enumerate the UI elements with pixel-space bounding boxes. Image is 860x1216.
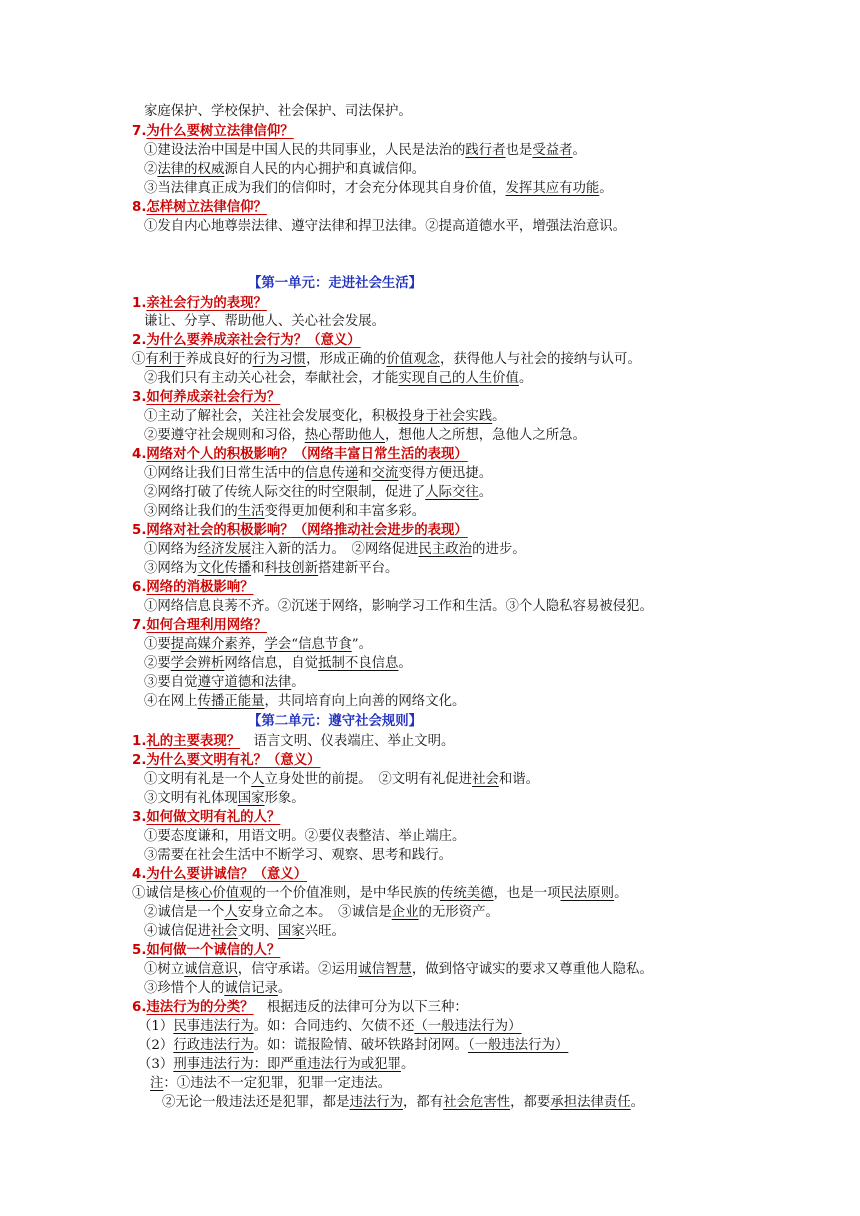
text-span: 。 bbox=[478, 485, 493, 500]
text-span: 网络信息，自觉 bbox=[224, 656, 319, 671]
text-span: 的一个价值准则，是中华民族的 bbox=[252, 886, 440, 901]
question-text: 如何做一个诚信的人？ bbox=[146, 943, 281, 958]
underlined-key-term: 人 bbox=[224, 905, 238, 920]
text-span: ④在网上 bbox=[144, 694, 198, 709]
text-span: ②诚信是一个 bbox=[144, 905, 225, 920]
question-text: 如何合理利用网络？ bbox=[146, 618, 267, 633]
question-text: 如何做文明有礼的人？ bbox=[146, 810, 281, 825]
text-line bbox=[144, 560, 398, 578]
text-span: ③珍惜个人的 bbox=[144, 981, 225, 996]
text-line bbox=[144, 980, 291, 998]
text-span: ② bbox=[144, 162, 158, 177]
text-span: 【第一单元：走进社会生活】 bbox=[248, 276, 423, 291]
question-heading bbox=[132, 389, 280, 407]
question-text: 如何养成亲社会行为？ bbox=[146, 390, 281, 405]
question-number: 4. bbox=[132, 447, 147, 462]
text-span: 根据违反的法律可分为以下三种： bbox=[253, 1000, 468, 1015]
text-line bbox=[144, 674, 305, 692]
text-span: ②无论一般违法还是犯罪，都是 bbox=[162, 1095, 350, 1110]
text-line bbox=[144, 961, 653, 979]
underlined-key-term: 违法行为 bbox=[349, 1095, 404, 1110]
underlined-key-term: 生活 bbox=[237, 504, 265, 519]
text-span: 。如：合同违约、欠债不还 bbox=[253, 1019, 415, 1034]
text-line bbox=[144, 790, 305, 808]
underlined-key-term: 法律的权威 bbox=[157, 162, 225, 177]
underlined-key-term: 注 bbox=[150, 1076, 164, 1091]
underlined-key-term: 经济发展 bbox=[197, 542, 252, 557]
underlined-key-term: （一般违法行为） bbox=[414, 1019, 522, 1034]
underlined-key-term: 信息传递 bbox=[304, 466, 359, 481]
underlined-key-term: 遵守道德和法律 bbox=[197, 675, 292, 690]
underlined-key-term: 发挥其应有功能 bbox=[505, 181, 600, 196]
underlined-key-term: 诚信记录 bbox=[224, 981, 278, 996]
text-span: 安身立命之本。 ③诚信是 bbox=[237, 905, 392, 920]
question-number: 5. bbox=[132, 943, 147, 958]
underlined-key-term: 投身于社会实践 bbox=[398, 409, 493, 424]
text-span: ③文明有礼体现 bbox=[144, 791, 238, 806]
question-heading bbox=[132, 999, 468, 1017]
text-span: 和 bbox=[251, 561, 265, 576]
text-span: 。 bbox=[398, 656, 412, 671]
text-line bbox=[144, 655, 412, 673]
underlined-key-term: 核心价值观 bbox=[185, 886, 253, 901]
question-text: 亲社会行为的表现？ bbox=[146, 296, 267, 311]
text-span: 兴旺。 bbox=[304, 924, 345, 939]
unit-heading bbox=[248, 713, 422, 731]
text-span: ①主动了解社会，关注社会发展变化，积极 bbox=[144, 409, 399, 424]
question-text: 网络对社会的积极影响？（网络推动社会进步的表现） bbox=[146, 523, 468, 538]
text-span: ④诚信促进 bbox=[144, 924, 211, 939]
text-span: ②要遵守社会规则和习俗， bbox=[144, 428, 305, 443]
text-line bbox=[144, 904, 499, 922]
text-line bbox=[144, 313, 385, 331]
underlined-key-term: 有利于 bbox=[145, 352, 186, 367]
text-span: ，也是一项 bbox=[493, 886, 561, 901]
question-number: 5. bbox=[132, 523, 147, 538]
question-heading bbox=[132, 522, 468, 540]
question-text: 网络对个人的积极影响？（网络丰富日常生活的表现） bbox=[146, 447, 468, 462]
underlined-key-term: 传统美德 bbox=[439, 886, 494, 901]
text-line bbox=[144, 465, 492, 483]
question-number: 3. bbox=[132, 390, 147, 405]
question-number: 6. bbox=[132, 580, 147, 595]
text-line bbox=[144, 161, 425, 179]
text-span: ②我们只有主动关心社会，奉献社会，才能 bbox=[144, 371, 399, 386]
underlined-key-term: （一般违法行为） bbox=[467, 1038, 569, 1053]
text-span: 。 bbox=[630, 1095, 645, 1110]
question-heading bbox=[132, 752, 320, 770]
underlined-key-term: 受益者 bbox=[532, 143, 573, 158]
text-span: ，想他人之所想，急他人之所急。 bbox=[385, 428, 586, 443]
question-number: 1. bbox=[132, 734, 147, 749]
text-span: 也是 bbox=[505, 143, 533, 158]
text-line bbox=[144, 541, 526, 559]
underlined-key-term: 文化传播 bbox=[197, 561, 252, 576]
text-span: 。 bbox=[400, 1057, 415, 1072]
underlined-key-term: 国家 bbox=[237, 791, 265, 806]
text-line bbox=[144, 142, 586, 160]
underlined-key-term: 学会辨析 bbox=[170, 656, 225, 671]
question-text: 为什么要养成亲社会行为？（意义） bbox=[146, 333, 361, 348]
text-span: 。 bbox=[277, 981, 292, 996]
question-number: 7. bbox=[132, 124, 147, 139]
text-line bbox=[138, 1018, 521, 1036]
text-span: 。 bbox=[291, 675, 305, 690]
underlined-key-term: 民法原则 bbox=[560, 886, 615, 901]
text-span: ②要 bbox=[144, 656, 171, 671]
text-line bbox=[144, 598, 653, 616]
text-span: 。 bbox=[614, 886, 628, 901]
text-line bbox=[162, 1094, 644, 1112]
underlined-key-term: 传播正能量 bbox=[197, 694, 265, 709]
question-number: 7. bbox=[132, 618, 147, 633]
question-text: 怎样树立法律信仰？ bbox=[146, 200, 267, 215]
text-span: 。 bbox=[599, 181, 613, 196]
text-span: ， bbox=[251, 637, 265, 652]
question-text: 违法行为的分类？ bbox=[146, 1000, 254, 1015]
text-span: ②网络打破了传统人际交往的时空限制，促进了 bbox=[144, 485, 426, 500]
text-span: ③网络为 bbox=[144, 561, 198, 576]
text-span: ，都有 bbox=[403, 1095, 444, 1110]
text-span: ①树立 bbox=[144, 962, 185, 977]
question-number: 2. bbox=[132, 753, 147, 768]
underlined-key-term: 民事违法行为 bbox=[173, 1019, 254, 1034]
text-line bbox=[144, 636, 372, 654]
text-line bbox=[144, 923, 345, 941]
text-line bbox=[144, 370, 532, 388]
text-span: ”。 bbox=[351, 637, 372, 652]
question-number: 8. bbox=[132, 200, 147, 215]
text-line bbox=[138, 1056, 414, 1074]
text-span: ③当法律真正成为我们的信仰时，才会充分体现其自身价值， bbox=[144, 181, 506, 196]
question-heading bbox=[132, 866, 307, 884]
underlined-key-term: 行政违法行为 bbox=[173, 1038, 254, 1053]
underlined-key-term: 社会 bbox=[210, 924, 238, 939]
text-line bbox=[144, 218, 626, 236]
text-line bbox=[144, 103, 412, 121]
text-span: ①发自内心地尊崇法律、遵守法律和捍卫法律。②提高道德水平，增强法治意识。 bbox=[144, 219, 627, 234]
text-line bbox=[144, 847, 452, 865]
underlined-key-term: 刑事违法行为：即严重违法行为或犯罪 bbox=[173, 1057, 401, 1072]
question-text: 为什么要树立法律信仰？ bbox=[146, 124, 294, 139]
underlined-key-term: 实现自己的人生价值 bbox=[398, 371, 519, 386]
question-heading bbox=[132, 809, 280, 827]
question-number: 1. bbox=[132, 296, 147, 311]
question-heading bbox=[132, 332, 361, 350]
underlined-key-term: 国家 bbox=[277, 924, 305, 939]
underlined-key-term: 践行者 bbox=[465, 143, 506, 158]
underlined-key-term: 学会“信息节食 bbox=[264, 637, 352, 652]
text-line bbox=[144, 427, 586, 445]
question-heading bbox=[132, 942, 280, 960]
underlined-key-term: 诚信智慧 bbox=[358, 962, 412, 977]
text-line bbox=[138, 1037, 568, 1055]
text-span: 源自人民的内心拥护和真诚信仰。 bbox=[224, 162, 426, 177]
question-number: 2. bbox=[132, 333, 147, 348]
text-line bbox=[144, 693, 465, 711]
text-span: ①网络让我们日常生活中的 bbox=[144, 466, 305, 481]
text-line bbox=[144, 503, 425, 521]
text-span: ① bbox=[132, 352, 146, 367]
text-span: ，共同培育向上向善的网络文化。 bbox=[264, 694, 466, 709]
text-span: 和 bbox=[358, 466, 372, 481]
text-span: 谦让、分享、帮助他人、关心社会发展。 bbox=[144, 314, 386, 329]
underlined-key-term: 承担法律责任 bbox=[550, 1095, 631, 1110]
text-span: ，获得他人与社会的接纳与认可。 bbox=[439, 352, 641, 367]
question-heading bbox=[132, 123, 294, 141]
text-span: （2） bbox=[138, 1038, 174, 1053]
text-span: 。 bbox=[572, 143, 586, 158]
text-span: ①诚信是 bbox=[132, 886, 186, 901]
underlined-key-term: 价值观念 bbox=[386, 352, 440, 367]
question-heading bbox=[132, 579, 254, 597]
underlined-key-term: 热心帮助他人 bbox=[304, 428, 386, 443]
text-span: 变得更加便利和丰富多彩。 bbox=[264, 504, 426, 519]
text-span: （1） bbox=[138, 1019, 174, 1034]
underlined-key-term: 科技创新 bbox=[264, 561, 319, 576]
text-span: ，做到恪守诚实的要求又尊重他人隐私。 bbox=[411, 962, 653, 977]
text-span: ③要自觉 bbox=[144, 675, 198, 690]
question-text: 网络的消极影响？ bbox=[146, 580, 254, 595]
text-span: ：①违法不一定犯罪，犯罪一定违法。 bbox=[163, 1076, 392, 1091]
text-span: ①网络为 bbox=[144, 542, 198, 557]
underlined-key-term: 民主政治 bbox=[418, 542, 473, 557]
text-span: 立身处世的前提。 ②文明有礼促进 bbox=[264, 772, 473, 787]
text-span: 养成良好的 bbox=[185, 352, 253, 367]
text-span: 变得方便迅捷。 bbox=[398, 466, 493, 481]
underlined-key-term: 交流 bbox=[371, 466, 399, 481]
question-heading bbox=[132, 733, 454, 751]
question-heading bbox=[132, 199, 267, 217]
text-span: 和谐。 bbox=[498, 772, 540, 787]
unit-heading bbox=[248, 275, 422, 293]
text-span: ①要态度谦和，用语文明。②要仪表整洁、举止端庄。 bbox=[144, 829, 466, 844]
underlined-key-term: 社会危害性 bbox=[443, 1095, 511, 1110]
text-span: ①网络信息良莠不齐。②沉迷于网络，影响学习工作和生活。③个人隐私容易被侵犯。 bbox=[144, 599, 653, 614]
text-span: 【第二单元：遵守社会规则】 bbox=[248, 714, 423, 729]
question-number: 6. bbox=[132, 1000, 147, 1015]
underlined-key-term: 人 bbox=[251, 772, 265, 787]
text-span: 。 bbox=[492, 409, 506, 424]
underlined-key-term: 行为习惯 bbox=[252, 352, 307, 367]
text-line bbox=[144, 771, 539, 789]
text-span: 的进步。 bbox=[472, 542, 526, 557]
text-line bbox=[144, 484, 492, 502]
text-span: 语言文明、仪表端庄、举止文明。 bbox=[240, 734, 455, 749]
text-span: 注入新的活力。 ②网络促进 bbox=[251, 542, 419, 557]
question-heading bbox=[132, 446, 468, 464]
text-span: 。如：谎报险情、破坏铁路封闭网。 bbox=[253, 1038, 468, 1053]
question-text: 为什么要文明有礼？（意义） bbox=[146, 753, 321, 768]
question-text: 为什么要讲诚信？（意义） bbox=[146, 867, 308, 882]
text-span: 搭建新平台。 bbox=[318, 561, 399, 576]
underlined-key-term: 提高媒介素养 bbox=[170, 637, 252, 652]
text-line bbox=[150, 1075, 391, 1093]
underlined-key-term: 社会 bbox=[472, 772, 499, 787]
question-heading bbox=[132, 617, 267, 635]
text-span: ③网络让我们的 bbox=[144, 504, 238, 519]
text-span: 文明、 bbox=[237, 924, 278, 939]
text-span: ，形成正确的 bbox=[306, 352, 387, 367]
text-span: ③需要在社会生活中不断学习、观察、思考和践行。 bbox=[144, 848, 452, 863]
text-span: （3） bbox=[138, 1057, 174, 1072]
underlined-key-term: 人际交往 bbox=[425, 485, 479, 500]
text-line bbox=[144, 828, 465, 846]
text-span: 的无形资产。 bbox=[418, 905, 499, 920]
question-number: 3. bbox=[132, 810, 147, 825]
text-span: ，都要 bbox=[510, 1095, 551, 1110]
text-span: ①建设法治中国是中国人民的共同事业，人民是法治的 bbox=[144, 143, 466, 158]
text-line bbox=[132, 885, 627, 903]
underlined-key-term: 抵制不良信息 bbox=[318, 656, 399, 671]
text-span: ，信守承诺。②运用 bbox=[237, 962, 359, 977]
text-line bbox=[132, 351, 641, 369]
text-span: ①要 bbox=[144, 637, 171, 652]
text-span: 形象。 bbox=[264, 791, 305, 806]
question-number: 4. bbox=[132, 867, 147, 882]
question-heading bbox=[132, 295, 267, 313]
question-text: 礼的主要表现？ bbox=[146, 734, 241, 749]
text-span: 。 bbox=[518, 371, 533, 386]
text-line bbox=[144, 180, 613, 198]
text-span: ①文明有礼是一个 bbox=[144, 772, 252, 787]
underlined-key-term: 企业 bbox=[391, 905, 419, 920]
text-line bbox=[144, 408, 506, 426]
underlined-key-term: 诚信意识 bbox=[184, 962, 238, 977]
text-span: 家庭保护、学校保护、社会保护、司法保护。 bbox=[144, 104, 412, 119]
